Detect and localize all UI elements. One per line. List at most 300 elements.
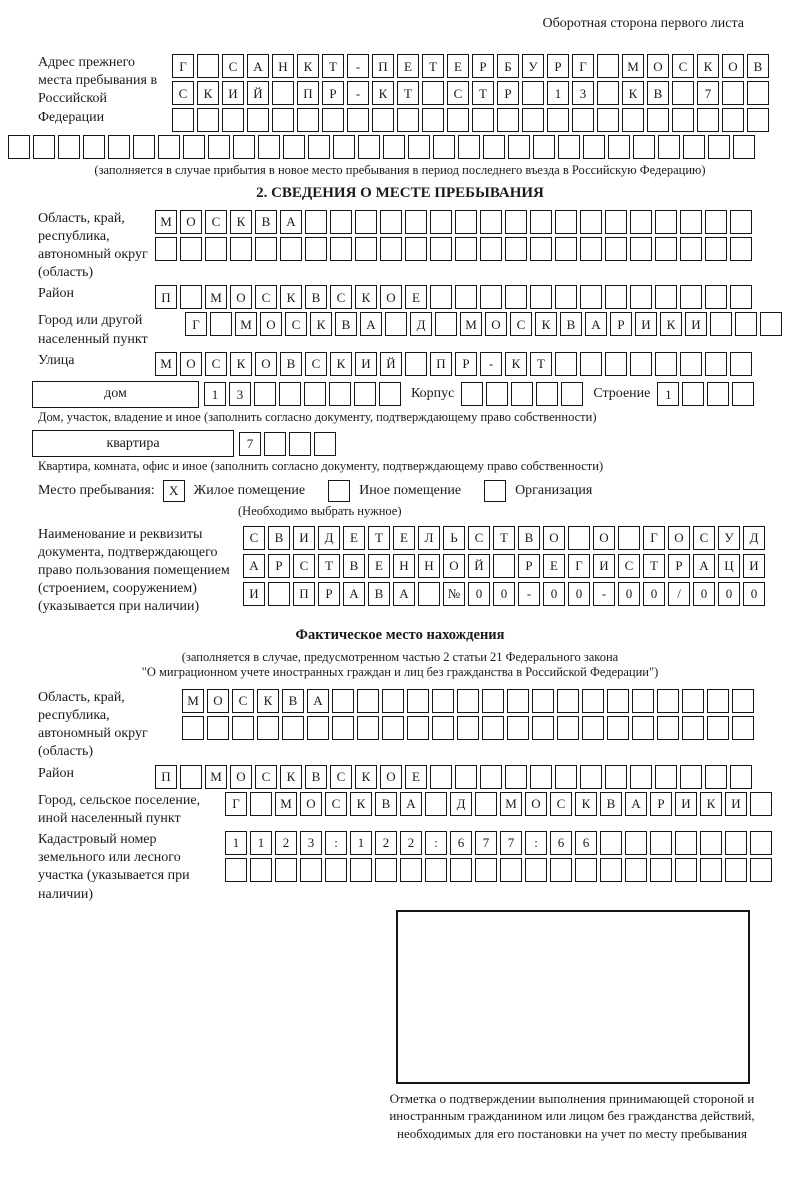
char-box[interactable]: В (255, 210, 277, 234)
char-box[interactable] (430, 285, 452, 309)
char-box[interactable]: Г (572, 54, 594, 78)
char-box[interactable] (380, 237, 402, 261)
char-box[interactable] (300, 858, 322, 882)
char-box[interactable]: Т (397, 81, 419, 105)
char-box[interactable]: К (697, 54, 719, 78)
char-box[interactable] (247, 108, 269, 132)
stay-option-organization-checkbox[interactable] (484, 480, 506, 502)
char-box[interactable]: А (693, 554, 715, 578)
char-box[interactable] (325, 858, 347, 882)
char-box[interactable]: В (268, 526, 290, 550)
char-box[interactable] (555, 210, 577, 234)
char-box[interactable] (597, 108, 619, 132)
char-box[interactable] (730, 285, 752, 309)
char-box[interactable]: Р (650, 792, 672, 816)
char-box[interactable] (725, 831, 747, 855)
char-box[interactable] (580, 237, 602, 261)
char-box[interactable] (280, 237, 302, 261)
char-box[interactable] (279, 382, 301, 406)
char-box[interactable] (447, 108, 469, 132)
char-box[interactable]: П (155, 765, 177, 789)
char-box[interactable]: В (747, 54, 769, 78)
char-box[interactable] (322, 108, 344, 132)
char-box[interactable]: П (155, 285, 177, 309)
char-box[interactable] (182, 716, 204, 740)
char-box[interactable] (600, 831, 622, 855)
char-box[interactable]: Д (743, 526, 765, 550)
char-box[interactable] (582, 689, 604, 713)
char-box[interactable] (730, 352, 752, 376)
char-box[interactable] (405, 237, 427, 261)
char-box[interactable]: А (247, 54, 269, 78)
char-box[interactable] (508, 135, 530, 159)
char-box[interactable] (561, 382, 583, 406)
char-box[interactable] (658, 135, 680, 159)
char-box[interactable]: Г (225, 792, 247, 816)
char-box[interactable] (580, 285, 602, 309)
char-box[interactable]: О (260, 312, 282, 336)
char-box[interactable] (647, 108, 669, 132)
char-box[interactable] (250, 858, 272, 882)
char-box[interactable]: И (222, 81, 244, 105)
char-box[interactable] (197, 108, 219, 132)
char-box[interactable]: 0 (693, 582, 715, 606)
char-box[interactable] (330, 210, 352, 234)
char-box[interactable]: А (280, 210, 302, 234)
char-box[interactable] (205, 237, 227, 261)
char-box[interactable] (418, 582, 440, 606)
char-box[interactable] (707, 382, 729, 406)
char-box[interactable] (722, 81, 744, 105)
char-box[interactable] (507, 689, 529, 713)
char-box[interactable]: М (205, 285, 227, 309)
char-box[interactable] (354, 382, 376, 406)
char-box[interactable]: 2 (400, 831, 422, 855)
char-box[interactable]: С (510, 312, 532, 336)
char-box[interactable] (705, 765, 727, 789)
char-box[interactable]: С (255, 765, 277, 789)
char-box[interactable]: С (222, 54, 244, 78)
char-box[interactable] (475, 858, 497, 882)
char-box[interactable] (350, 858, 372, 882)
char-box[interactable]: В (343, 554, 365, 578)
char-box[interactable] (622, 108, 644, 132)
char-box[interactable]: О (668, 526, 690, 550)
char-box[interactable]: : (525, 831, 547, 855)
char-box[interactable] (405, 210, 427, 234)
char-box[interactable]: 1 (547, 81, 569, 105)
char-box[interactable] (314, 432, 336, 456)
char-box[interactable] (555, 285, 577, 309)
char-box[interactable]: В (560, 312, 582, 336)
char-box[interactable] (507, 716, 529, 740)
char-box[interactable]: Т (472, 81, 494, 105)
char-box[interactable] (500, 858, 522, 882)
char-box[interactable]: В (518, 526, 540, 550)
char-box[interactable]: В (305, 765, 327, 789)
char-box[interactable]: 1 (225, 831, 247, 855)
char-box[interactable]: М (235, 312, 257, 336)
char-box[interactable] (760, 312, 782, 336)
char-box[interactable]: С (243, 526, 265, 550)
char-box[interactable] (607, 689, 629, 713)
char-box[interactable] (732, 716, 754, 740)
char-box[interactable]: М (460, 312, 482, 336)
char-box[interactable] (625, 831, 647, 855)
char-box[interactable]: : (325, 831, 347, 855)
char-box[interactable] (197, 54, 219, 78)
char-box[interactable] (630, 352, 652, 376)
char-box[interactable]: 0 (618, 582, 640, 606)
char-box[interactable]: 3 (572, 81, 594, 105)
char-box[interactable] (222, 108, 244, 132)
char-box[interactable] (258, 135, 280, 159)
char-box[interactable]: Р (268, 554, 290, 578)
char-box[interactable]: Т (643, 554, 665, 578)
char-box[interactable]: 1 (350, 831, 372, 855)
char-box[interactable]: 0 (568, 582, 590, 606)
char-box[interactable]: Н (393, 554, 415, 578)
char-box[interactable]: И (743, 554, 765, 578)
char-box[interactable]: П (297, 81, 319, 105)
char-box[interactable]: Г (568, 554, 590, 578)
char-box[interactable]: В (282, 689, 304, 713)
char-box[interactable] (733, 135, 755, 159)
char-box[interactable] (697, 108, 719, 132)
char-box[interactable]: С (285, 312, 307, 336)
char-box[interactable]: Т (530, 352, 552, 376)
char-box[interactable] (750, 831, 772, 855)
char-box[interactable] (407, 689, 429, 713)
char-box[interactable]: 6 (575, 831, 597, 855)
char-box[interactable] (108, 135, 130, 159)
char-box[interactable]: Е (397, 54, 419, 78)
char-box[interactable] (530, 285, 552, 309)
char-box[interactable]: К (230, 352, 252, 376)
char-box[interactable]: 0 (643, 582, 665, 606)
char-box[interactable] (680, 210, 702, 234)
char-box[interactable] (455, 285, 477, 309)
char-box[interactable] (305, 237, 327, 261)
char-box[interactable]: 3 (300, 831, 322, 855)
char-box[interactable] (255, 237, 277, 261)
char-box[interactable] (557, 689, 579, 713)
char-box[interactable]: О (485, 312, 507, 336)
char-box[interactable] (407, 716, 429, 740)
char-box[interactable] (357, 689, 379, 713)
char-box[interactable] (457, 716, 479, 740)
char-box[interactable]: О (647, 54, 669, 78)
char-box[interactable] (332, 689, 354, 713)
char-box[interactable] (522, 81, 544, 105)
char-box[interactable] (710, 312, 732, 336)
char-box[interactable] (630, 237, 652, 261)
char-box[interactable] (257, 716, 279, 740)
char-box[interactable] (480, 285, 502, 309)
char-box[interactable]: Н (418, 554, 440, 578)
char-box[interactable]: К (297, 54, 319, 78)
char-box[interactable]: 0 (543, 582, 565, 606)
char-box[interactable] (630, 765, 652, 789)
char-box[interactable] (705, 352, 727, 376)
char-box[interactable]: А (307, 689, 329, 713)
char-box[interactable]: Д (410, 312, 432, 336)
char-box[interactable]: О (380, 285, 402, 309)
char-box[interactable] (430, 210, 452, 234)
char-box[interactable]: С (330, 285, 352, 309)
char-box[interactable]: С (325, 792, 347, 816)
char-box[interactable] (480, 765, 502, 789)
char-box[interactable]: В (647, 81, 669, 105)
char-box[interactable]: Г (643, 526, 665, 550)
char-box[interactable] (618, 526, 640, 550)
char-box[interactable]: М (155, 352, 177, 376)
char-box[interactable] (375, 858, 397, 882)
char-box[interactable] (605, 237, 627, 261)
char-box[interactable]: П (293, 582, 315, 606)
char-box[interactable]: Т (493, 526, 515, 550)
char-box[interactable]: К (355, 765, 377, 789)
char-box[interactable] (58, 135, 80, 159)
char-box[interactable]: 0 (743, 582, 765, 606)
char-box[interactable] (250, 792, 272, 816)
char-box[interactable] (511, 382, 533, 406)
char-box[interactable]: : (425, 831, 447, 855)
char-box[interactable] (422, 108, 444, 132)
char-box[interactable] (332, 716, 354, 740)
char-box[interactable]: К (535, 312, 557, 336)
char-box[interactable] (700, 831, 722, 855)
char-box[interactable]: А (360, 312, 382, 336)
char-box[interactable] (405, 352, 427, 376)
char-box[interactable]: Т (322, 54, 344, 78)
char-box[interactable]: Р (322, 81, 344, 105)
char-box[interactable] (207, 716, 229, 740)
char-box[interactable]: № (443, 582, 465, 606)
char-box[interactable] (283, 135, 305, 159)
char-box[interactable]: 0 (468, 582, 490, 606)
char-box[interactable]: В (305, 285, 327, 309)
char-box[interactable]: А (343, 582, 365, 606)
char-box[interactable] (486, 382, 508, 406)
char-box[interactable] (705, 237, 727, 261)
char-box[interactable] (425, 858, 447, 882)
char-box[interactable]: 1 (204, 382, 226, 406)
char-box[interactable]: И (293, 526, 315, 550)
char-box[interactable] (682, 689, 704, 713)
char-box[interactable] (347, 108, 369, 132)
char-box[interactable]: М (622, 54, 644, 78)
char-box[interactable]: О (543, 526, 565, 550)
char-box[interactable]: И (635, 312, 657, 336)
char-box[interactable]: 3 (229, 382, 251, 406)
char-box[interactable] (722, 108, 744, 132)
char-box[interactable] (683, 135, 705, 159)
char-box[interactable]: 1 (250, 831, 272, 855)
char-box[interactable] (705, 285, 727, 309)
char-box[interactable] (254, 382, 276, 406)
char-box[interactable]: Е (543, 554, 565, 578)
char-box[interactable] (750, 858, 772, 882)
char-box[interactable]: С (330, 765, 352, 789)
char-box[interactable]: К (257, 689, 279, 713)
char-box[interactable]: А (400, 792, 422, 816)
char-box[interactable]: 1 (657, 382, 679, 406)
char-box[interactable]: Е (447, 54, 469, 78)
char-box[interactable] (630, 210, 652, 234)
char-box[interactable]: 2 (375, 831, 397, 855)
char-box[interactable]: Т (368, 526, 390, 550)
char-box[interactable] (680, 237, 702, 261)
char-box[interactable]: К (355, 285, 377, 309)
char-box[interactable] (555, 237, 577, 261)
char-box[interactable] (580, 210, 602, 234)
char-box[interactable]: Д (450, 792, 472, 816)
char-box[interactable]: О (380, 765, 402, 789)
char-box[interactable] (707, 689, 729, 713)
char-box[interactable] (382, 716, 404, 740)
char-box[interactable] (597, 81, 619, 105)
char-box[interactable] (555, 765, 577, 789)
char-box[interactable]: 7 (500, 831, 522, 855)
char-box[interactable]: К (197, 81, 219, 105)
char-box[interactable] (732, 689, 754, 713)
char-box[interactable]: Ь (443, 526, 465, 550)
char-box[interactable] (597, 54, 619, 78)
char-box[interactable] (632, 689, 654, 713)
char-box[interactable] (455, 237, 477, 261)
stay-option-residential-checkbox[interactable]: X (163, 480, 185, 502)
char-box[interactable] (180, 765, 202, 789)
char-box[interactable] (304, 382, 326, 406)
char-box[interactable] (600, 858, 622, 882)
char-box[interactable]: С (618, 554, 640, 578)
char-box[interactable]: И (675, 792, 697, 816)
char-box[interactable]: Р (518, 554, 540, 578)
char-box[interactable]: С (205, 352, 227, 376)
char-box[interactable] (608, 135, 630, 159)
char-box[interactable]: К (350, 792, 372, 816)
char-box[interactable] (655, 765, 677, 789)
char-box[interactable] (672, 108, 694, 132)
char-box[interactable] (725, 858, 747, 882)
char-box[interactable] (358, 135, 380, 159)
char-box[interactable]: Р (610, 312, 632, 336)
char-box[interactable] (458, 135, 480, 159)
char-box[interactable] (522, 108, 544, 132)
char-box[interactable] (183, 135, 205, 159)
char-box[interactable] (432, 689, 454, 713)
char-box[interactable]: Е (343, 526, 365, 550)
char-box[interactable]: О (300, 792, 322, 816)
char-box[interactable]: Р (497, 81, 519, 105)
char-box[interactable] (457, 689, 479, 713)
char-box[interactable] (225, 858, 247, 882)
char-box[interactable] (372, 108, 394, 132)
char-box[interactable]: О (593, 526, 615, 550)
char-box[interactable]: 7 (239, 432, 261, 456)
stay-option-other-checkbox[interactable] (328, 480, 350, 502)
char-box[interactable]: М (155, 210, 177, 234)
char-box[interactable] (180, 237, 202, 261)
char-box[interactable]: С (293, 554, 315, 578)
char-box[interactable]: 7 (475, 831, 497, 855)
char-box[interactable] (655, 352, 677, 376)
char-box[interactable] (380, 210, 402, 234)
char-box[interactable] (730, 210, 752, 234)
char-box[interactable] (455, 210, 477, 234)
char-box[interactable] (605, 352, 627, 376)
char-box[interactable]: - (347, 81, 369, 105)
char-box[interactable] (208, 135, 230, 159)
char-box[interactable]: Й (380, 352, 402, 376)
char-box[interactable] (530, 210, 552, 234)
char-box[interactable] (655, 210, 677, 234)
char-box[interactable]: С (255, 285, 277, 309)
char-box[interactable]: Д (318, 526, 340, 550)
char-box[interactable] (707, 716, 729, 740)
char-box[interactable]: 0 (493, 582, 515, 606)
char-box[interactable] (630, 285, 652, 309)
char-box[interactable]: П (372, 54, 394, 78)
char-box[interactable]: У (718, 526, 740, 550)
char-box[interactable] (700, 858, 722, 882)
char-box[interactable]: К (310, 312, 332, 336)
char-box[interactable] (455, 765, 477, 789)
char-box[interactable] (533, 135, 555, 159)
char-box[interactable]: К (230, 210, 252, 234)
char-box[interactable] (329, 382, 351, 406)
char-box[interactable]: О (230, 765, 252, 789)
char-box[interactable]: Е (405, 285, 427, 309)
char-box[interactable] (605, 210, 627, 234)
char-box[interactable] (682, 716, 704, 740)
char-box[interactable] (480, 237, 502, 261)
char-box[interactable] (583, 135, 605, 159)
char-box[interactable]: О (180, 352, 202, 376)
char-box[interactable]: Г (172, 54, 194, 78)
char-box[interactable]: П (430, 352, 452, 376)
char-box[interactable] (305, 210, 327, 234)
char-box[interactable]: С (205, 210, 227, 234)
char-box[interactable]: - (593, 582, 615, 606)
char-box[interactable] (307, 716, 329, 740)
char-box[interactable]: Б (497, 54, 519, 78)
char-box[interactable]: 0 (718, 582, 740, 606)
char-box[interactable] (532, 689, 554, 713)
char-box[interactable] (572, 108, 594, 132)
char-box[interactable] (550, 858, 572, 882)
char-box[interactable]: 6 (450, 831, 472, 855)
char-box[interactable] (750, 792, 772, 816)
char-box[interactable] (472, 108, 494, 132)
char-box[interactable]: - (347, 54, 369, 78)
char-box[interactable] (450, 858, 472, 882)
char-box[interactable]: А (625, 792, 647, 816)
char-box[interactable]: А (243, 554, 265, 578)
char-box[interactable] (432, 716, 454, 740)
char-box[interactable]: Й (468, 554, 490, 578)
char-box[interactable] (83, 135, 105, 159)
char-box[interactable]: В (600, 792, 622, 816)
char-box[interactable] (272, 81, 294, 105)
char-box[interactable] (582, 716, 604, 740)
char-box[interactable] (400, 858, 422, 882)
char-box[interactable] (705, 210, 727, 234)
char-box[interactable] (425, 792, 447, 816)
char-box[interactable] (8, 135, 30, 159)
char-box[interactable] (632, 716, 654, 740)
